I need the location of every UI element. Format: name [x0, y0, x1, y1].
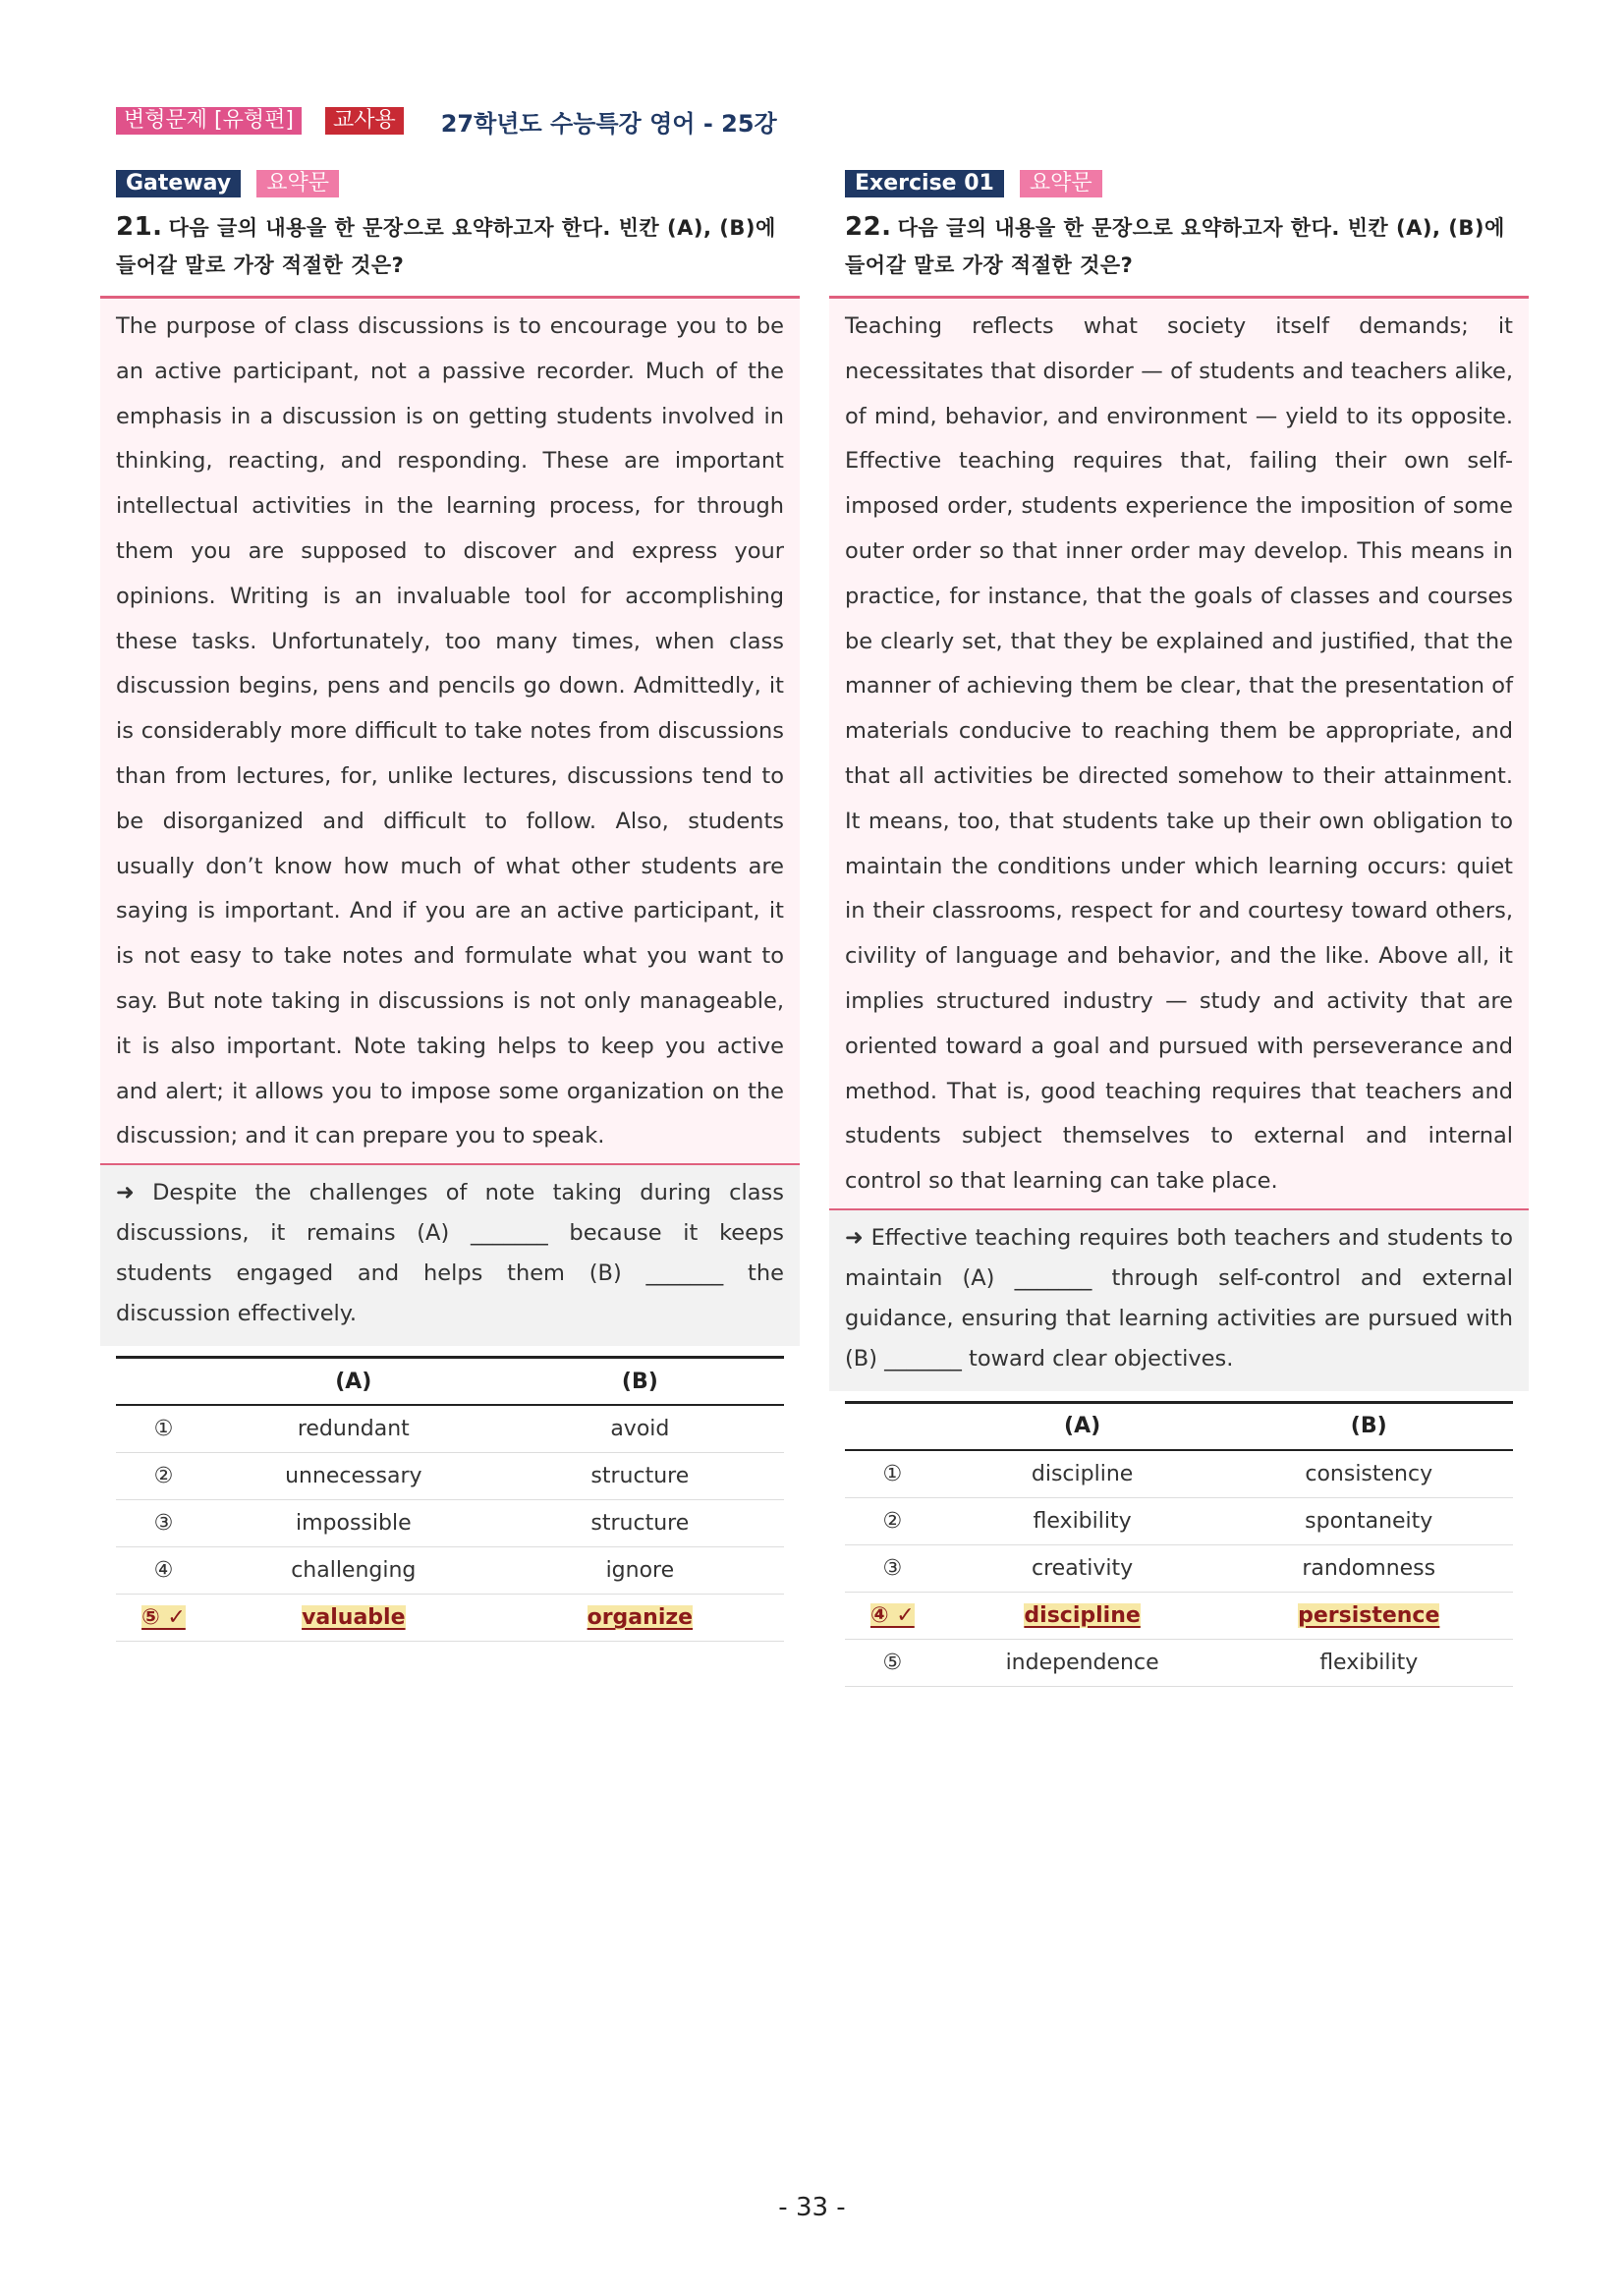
page-title: 27학년도 수능특강 영어 - 25강: [440, 109, 777, 138]
option-b: spontaneity: [1224, 1497, 1513, 1544]
option-number: ①: [845, 1450, 940, 1498]
question-prompt: [116, 208, 800, 284]
summary-sentence: ➜ Effective teaching requires both teachers and students to maintain (A) _______ through self-control and external guidance, ensuring that learning activities are pursued with (B) _______ toward clear objectives.: [829, 1208, 1529, 1391]
option-number: ②: [845, 1497, 940, 1544]
right-column: [829, 169, 1529, 1687]
teacher-tag: 교사용: [325, 107, 404, 135]
option-a: independence: [940, 1639, 1225, 1686]
option-row[interactable]: [116, 1500, 784, 1547]
option-a: impossible: [211, 1500, 496, 1547]
option-number: ⑤: [845, 1639, 940, 1686]
summary-type-badge: 요약문: [1020, 170, 1102, 197]
problem-type-tag: 변형문제 [유형편]: [116, 107, 302, 135]
option-number: ②: [116, 1453, 211, 1500]
option-b: structure: [496, 1500, 784, 1547]
option-number: ④: [116, 1547, 211, 1595]
correct-option-row[interactable]: [116, 1595, 784, 1642]
summary-sentence: ➜ Despite the challenges of note taking during class discussions, it remains (A) _______ because it keeps students engaged and helps them (B) _______ the discussion effectively.: [100, 1163, 800, 1346]
column-b-header: (B): [496, 1358, 784, 1406]
question-prompt: [845, 208, 1529, 284]
option-b: avoid: [496, 1405, 784, 1453]
exercise-badge: Exercise 01: [845, 170, 1004, 197]
option-a: redundant: [211, 1405, 496, 1453]
option-a: unnecessary: [211, 1453, 496, 1500]
option-b: ignore: [496, 1547, 784, 1595]
option-number: ③: [845, 1544, 940, 1592]
option-row[interactable]: [845, 1639, 1513, 1686]
option-row[interactable]: [116, 1453, 784, 1500]
option-number: ③: [116, 1500, 211, 1547]
reading-passage: The purpose of class discussions is to encourage you to be an active participant, not a passive recorder. Much of the emphasis in a discussion is on getting students involved in thinking, reacting, and responding. These are important intellectual activities in the learning process, for through them you are supposed to discover and express your opinions. Writing is an invaluable tool for accomplishing these tasks. Unfortunately, too many times, when class discussion begins, pens and pencils go down. Admittedly, it is considerably more difficult to take notes from discussions than from lectures, for, unlike lectures, discussions tend to be disorganized and difficult to follow. Also, students usually don’t know how much of what other students are saying is important. And if you are an active participant, it is not easy to take notes and formulate what you want to say. But note taking in discussions is not only manageable, it is also important. Note taking helps to keep you active and alert; it allows you to impose some organization on the discussion; and it can prepare you to speak.: [100, 296, 800, 1163]
question-number: 21.: [116, 212, 163, 242]
question-text: 다음 글의 내용을 한 문장으로 요약하고자 한다. 빈칸 (A), (B)에 들어갈 말로 가장 적절한 것은?: [845, 216, 1505, 277]
option-row[interactable]: [845, 1544, 1513, 1592]
column-b-header: (B): [1224, 1402, 1513, 1450]
option-row[interactable]: [116, 1405, 784, 1453]
option-a: creativity: [940, 1544, 1225, 1592]
page-header: [116, 104, 777, 138]
correct-option-a: discipline: [1024, 1602, 1141, 1628]
correct-option-a: valuable: [302, 1605, 406, 1631]
option-b: flexibility: [1224, 1639, 1513, 1686]
option-row[interactable]: [845, 1497, 1513, 1544]
column-a-header: (A): [211, 1358, 496, 1406]
page-number: - 33 -: [778, 2193, 846, 2222]
option-a: challenging: [211, 1547, 496, 1595]
option-number: ①: [116, 1405, 211, 1453]
correct-option-number: ④ ✓: [869, 1602, 915, 1628]
option-b: randomness: [1224, 1544, 1513, 1592]
answer-options-table: [116, 1356, 784, 1642]
correct-option-b: persistence: [1298, 1602, 1440, 1628]
option-a: discipline: [940, 1450, 1225, 1498]
question-badges: [116, 169, 800, 198]
left-column: [100, 169, 800, 1642]
option-a: flexibility: [940, 1497, 1225, 1544]
question-text: 다음 글의 내용을 한 문장으로 요약하고자 한다. 빈칸 (A), (B)에 들어갈 말로 가장 적절한 것은?: [116, 216, 776, 277]
option-row[interactable]: [116, 1547, 784, 1595]
question-number: 22.: [845, 212, 892, 242]
summary-type-badge: 요약문: [256, 170, 339, 197]
correct-option-b: organize: [587, 1605, 694, 1631]
question-badges: [845, 169, 1529, 198]
option-row[interactable]: [845, 1450, 1513, 1498]
column-a-header: (A): [940, 1402, 1225, 1450]
gateway-badge: Gateway: [116, 170, 241, 197]
option-b: structure: [496, 1453, 784, 1500]
option-b: consistency: [1224, 1450, 1513, 1498]
reading-passage: Teaching reflects what society itself demands; it necessitates that disorder — of students and teachers alike, of mind, behavior, and environment — yield to its opposite. Effective teaching requires that, failing their own self-imposed order, students experience the imposition of some outer order so that inner order may develop. This means in practice, for instance, that the goals of classes and courses be clearly set, that they be explained and justified, that the manner of achieving them be clear, that the presentation of materials conducive to reaching them be appropriate, and that all activities be directed somehow to their attainment. It means, too, that students take up their own obligation to maintain the conditions under which learning occurs: quiet in their classrooms, respect for and courtesy toward others, civility of language and behavior, and the like. Above all, it implies structured industry — study and activity that are oriented toward a goal and pursued with perseverance and method. That is, good teaching requires that teachers and students subject themselves to external and internal control so that learning can take place.: [829, 296, 1529, 1208]
correct-option-row[interactable]: [845, 1592, 1513, 1639]
answer-options-table: [845, 1401, 1513, 1687]
correct-option-number: ⑤ ✓: [141, 1605, 186, 1631]
